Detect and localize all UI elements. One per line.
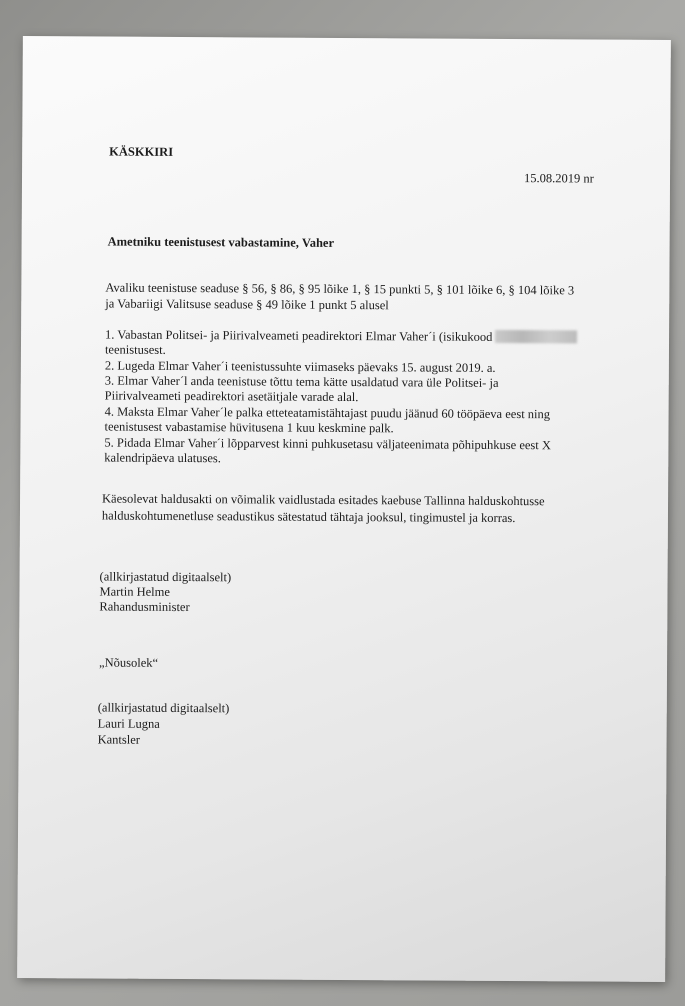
item-line: kalendripäeva ulatuses. [104, 450, 221, 466]
item-line: 5. Pidada Elmar Vaher´i lõpparvest kinni puhkusetasu väljateenimata põhipuhkuse eest X [104, 435, 551, 453]
signer-role: Rahandusminister [99, 599, 190, 615]
item-line: 3. Elmar Vaher´l anda teenistuse tõttu tema kätte usaldatud vara üle Politsei- ja [104, 373, 499, 390]
item-line [105, 328, 577, 346]
signer-name: Martin Helme [99, 584, 171, 599]
document-page [17, 36, 671, 982]
appeal-line-2: halduskohtumenetluse seadustikus sätestatud tähtaja jooksul, tingimustel ja korras. [101, 508, 516, 526]
signature-note: (allkirjastatud digitaalselt) [99, 569, 232, 585]
document-date: 15.08.2019 nr [523, 171, 594, 186]
appeal-line-1: Käesolevat haldusakti on võimalik vaidlustada esitades kaebuse Tallinna halduskohtusse [102, 491, 545, 509]
document-title: KÄSKKIRI [109, 144, 174, 159]
item-line: teenistusest vabastamise hüvitusena 1 kuu keskmine palk. [104, 419, 394, 436]
consent-signer-role: Kantsler [97, 732, 140, 747]
consent-signature-note: (allkirjastatud digitaalselt) [97, 700, 230, 716]
item-text: 1. Vabastan Politsei- ja Piirivalveameti peadirektori Elmar Vaher´i (isikukood [105, 327, 493, 344]
item-line: 2. Lugeda Elmar Vaher´i teenistussuhte viimaseks päevaks 15. august 2019. a. [104, 358, 496, 375]
legal-basis-line-2: ja Vabariigi Valitsuse seaduse § 49 lõike 1 punkt 5 alusel [105, 296, 389, 313]
item-line: 4. Maksta Elmar Vaher´le palka etteteatamistähtajast puudu jäänud 60 tööpäeva eest ning [104, 404, 551, 422]
item-line: teenistusest. [104, 342, 166, 357]
legal-basis-line-1: Avaliku teenistuse seaduse § 56, § 86, § 95 lõike 1, § 15 punkti 5, § 101 lõike 6, § 104 lõike 3 [105, 280, 575, 298]
consent-signer-name: Lauri Lugna [97, 716, 160, 731]
item-line: Piirivalveameti peadirektori asetäitjale varade alal. [104, 388, 359, 405]
document-subject: Ametniku teenistusest vabastamine, Vaher [107, 234, 335, 250]
consent-label: „Nõusolek“ [99, 655, 159, 670]
redacted-id-code [495, 330, 577, 344]
